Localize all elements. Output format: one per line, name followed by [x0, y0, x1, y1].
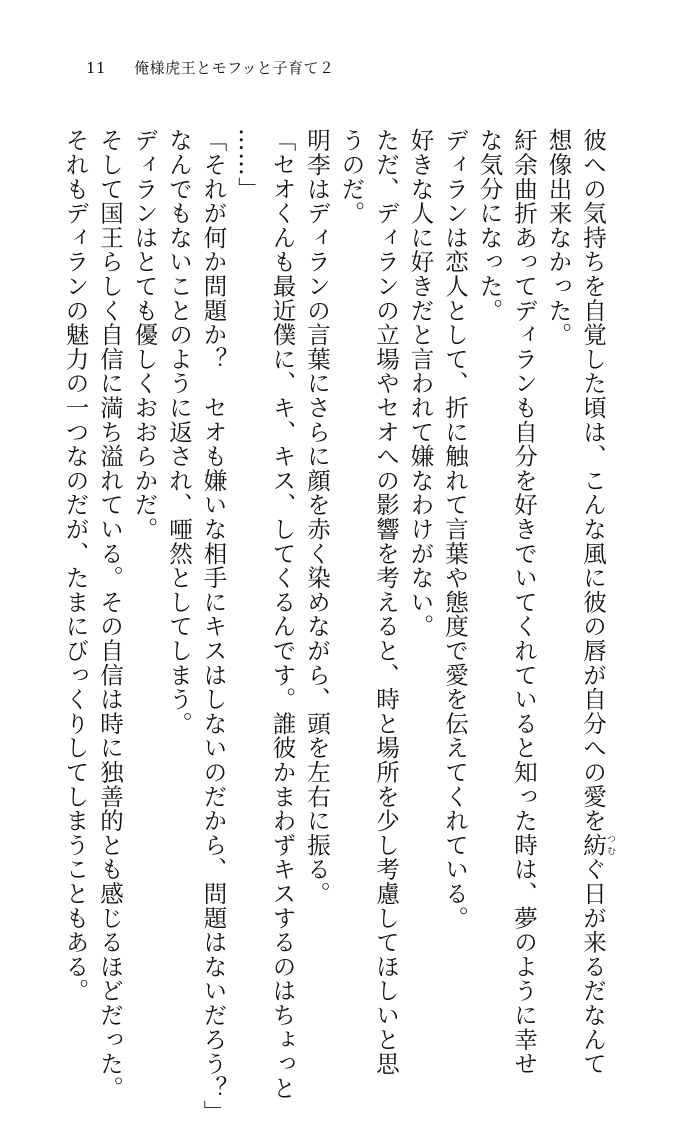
- text-line: ディランは恋人として、折に触れて言葉や態度で愛を伝えてくれている。: [441, 128, 469, 930]
- book-title: 俺様虎王とモフッと子育て２: [134, 59, 335, 77]
- text-line: 「それが何か問題か？ セオも嫌いな相手にキスはしないのだから、問題はないだろう？」: [199, 128, 228, 1124]
- text-line: それもディランの魅力の一つなのだが、たまにびっくりしてしまうこともある。: [61, 128, 90, 1003]
- text-line: ただ、ディランの立場やセオへの影響を考えると、時と場所を少し考慮してほしいと思: [372, 128, 400, 1076]
- text-line: な気分になった。: [475, 128, 504, 323]
- text-line: 紆余曲折あってディランも自分を好きでいてくれていると知った時は、夢のように幸せ: [510, 128, 538, 1076]
- text-line: そして国王らしく自信に満ち溢れている。その自信は時に独善的とも感じるほどだった。: [96, 128, 124, 1100]
- text-line: ……」: [234, 128, 262, 201]
- page-number: 11: [86, 59, 107, 77]
- text-line: 明李はディランの言葉にさらに顔を赤く染めながら、頭を左右に振る。: [303, 128, 331, 906]
- ruby-annotation: 紡つむ: [579, 832, 615, 858]
- text-line: 好きな人に好きだと言われて嫌なわけがない。: [406, 128, 435, 639]
- vertical-body-text: [58, 128, 615, 1124]
- text-line: ディランはとても優しくおおらかだ。: [130, 128, 159, 542]
- text-line: 「セオくんも最近僕に、キ、キス、してくるんです。誰彼かまわずキスするのはちょっと: [268, 128, 297, 1100]
- text-line: うのだ。: [337, 128, 366, 226]
- text-line: 彼への気持ちを自覚した頃は、こんな風に彼の唇が自分への愛を紡つむぐ日が来るだなんて: [579, 128, 615, 1076]
- text-line: なんでもないことのように返され、唖然としてしまう。: [165, 128, 193, 736]
- running-header: [86, 57, 335, 78]
- text-line: 想像出来なかった。: [544, 128, 573, 347]
